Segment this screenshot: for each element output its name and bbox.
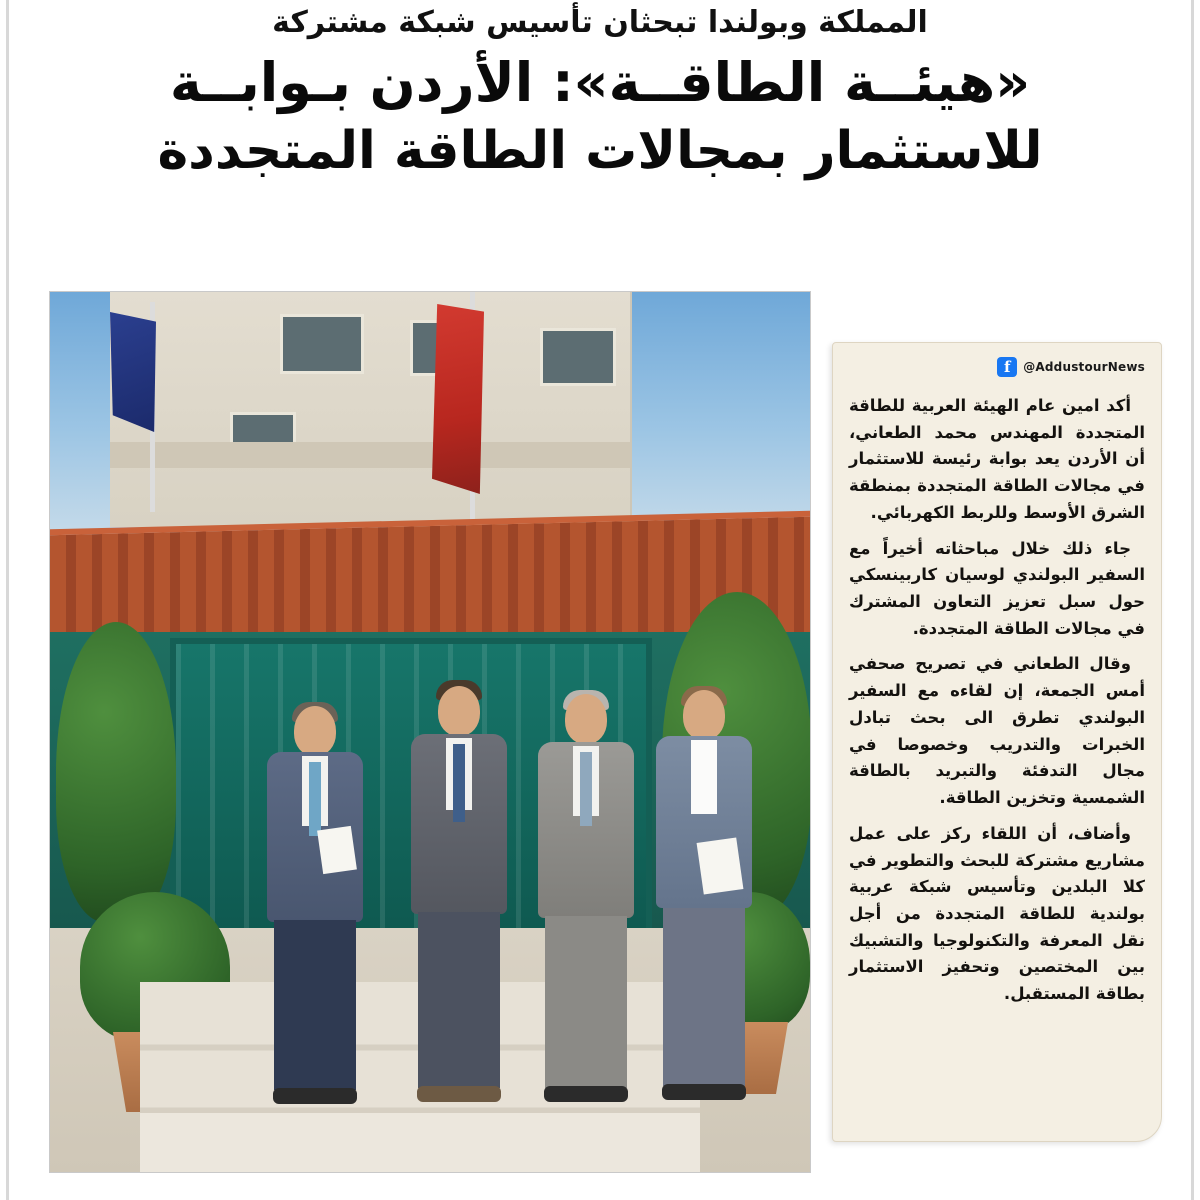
headline-line-1: «هيئــة الطاقــة»: الأردن بـوابــة bbox=[169, 50, 1031, 114]
person-third bbox=[528, 694, 644, 1106]
facebook-icon: f bbox=[997, 357, 1017, 377]
trousers bbox=[663, 908, 745, 1086]
building-band bbox=[110, 442, 630, 468]
plant bbox=[56, 622, 176, 922]
article-body bbox=[849, 393, 1145, 1008]
head bbox=[294, 706, 336, 756]
headline-line-2: للاستثمار بمجالات الطاقة المتجددة bbox=[157, 120, 1043, 181]
held-paper bbox=[697, 837, 744, 894]
news-photo bbox=[50, 292, 810, 1172]
necktie bbox=[309, 762, 321, 836]
necktie bbox=[580, 752, 592, 826]
page-title bbox=[24, 48, 1176, 186]
photo-building bbox=[110, 292, 632, 527]
person-first bbox=[260, 706, 370, 1106]
head bbox=[438, 686, 480, 736]
headline-block bbox=[0, 0, 1200, 185]
social-handle-text: @AddustourNews bbox=[1023, 360, 1145, 374]
blue-flag bbox=[110, 312, 156, 432]
shoes bbox=[544, 1086, 628, 1102]
person-second bbox=[400, 686, 518, 1106]
red-flag bbox=[432, 304, 484, 494]
shirt bbox=[691, 740, 717, 814]
person-fourth bbox=[648, 690, 760, 1106]
shoes bbox=[662, 1084, 746, 1100]
article-paragraph: وأضاف، أن اللقاء ركز على عمل مشاريع مشتركة للبحث والتطوير في كلا البلدين وتأسيس شبكة عربية بولندية للطاقة المتجددة من أجل نقل المعرفة والتكنولوجيا والتشبيك بين المختصين وتحفيز الاستثمار بطاقة المستقبل. bbox=[849, 823, 1145, 1004]
held-paper bbox=[317, 826, 357, 874]
building-window bbox=[280, 314, 364, 374]
trousers bbox=[274, 920, 356, 1090]
head bbox=[683, 690, 725, 740]
article-paragraph: وقال الطعاني في تصريح صحفي أمس الجمعة، إن لقاءه مع السفير البولندي تطرق الى بحث تبادل الخبرات والتدريب وخصوصا في مجال التدفئة والتبريد بالطاقة الشمسية وتخزين الطاقة. bbox=[849, 654, 1145, 808]
trousers bbox=[545, 916, 627, 1088]
shoes bbox=[273, 1088, 357, 1104]
head bbox=[565, 694, 607, 744]
kicker-text: المملكة وبولندا تبحثان تأسيس شبكة مشتركة bbox=[272, 5, 928, 40]
shoes bbox=[417, 1086, 501, 1102]
content-area bbox=[0, 292, 1200, 1200]
social-handle-badge[interactable] bbox=[849, 357, 1145, 377]
trousers bbox=[418, 912, 500, 1088]
article-paragraph: أكد امين عام الهيئة العربية للطاقة المتجددة المهندس محمد الطعاني، أن الأردن يعد بوابة رئيسة للاستثمار في مجالات الطاقة المتجددة بمنطقة الشرق الأوسط وللربط الكهربائي. bbox=[849, 396, 1145, 522]
necktie bbox=[453, 744, 465, 822]
article-paragraph: جاء ذلك خلال مباحثاته أخيراً مع السفير البولندي لوسيان كاربينسكي حول سبل تعزيز التعاون المشترك في مجالات الطاقة المتجددة. bbox=[849, 538, 1145, 638]
building-window bbox=[540, 328, 616, 386]
article-column bbox=[832, 342, 1162, 1142]
